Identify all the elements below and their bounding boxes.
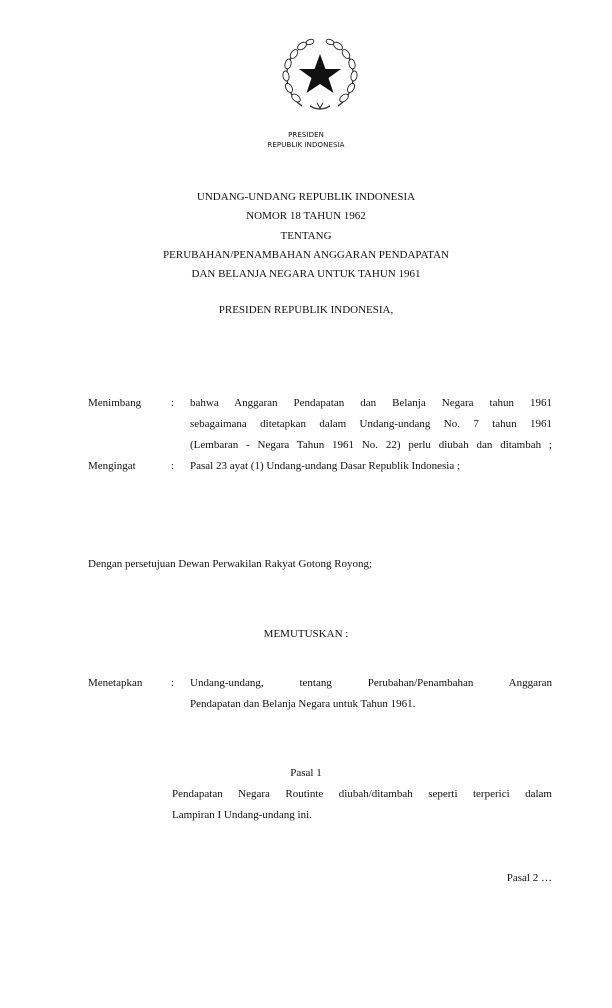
pasal-1-heading: Pasal 1	[290, 767, 322, 779]
menetapkan-line-1: Undang-undang, tentang Perubahan/Penambahan Anggaran	[190, 677, 552, 689]
title-line-4: PERUBAHAN/PENAMBAHAN ANGGARAN PENDAPATAN	[163, 249, 449, 261]
title-line-2: NOMOR 18 TAHUN 1962	[246, 210, 366, 222]
menimbang-colon: :	[171, 397, 175, 409]
next-page-catchword: Pasal 2 …	[506, 872, 552, 884]
menimbang-label: Menimbang	[88, 397, 142, 409]
title-line-1: UNDANG-UNDANG REPUBLIK INDONESIA	[196, 191, 416, 203]
menetapkan-colon: :	[171, 677, 175, 689]
menimbang-line-1: bahwa Anggaran Pendapatan dan Belanja Negara tahun 1961	[190, 397, 552, 409]
mengingat-text: Pasal 23 ayat (1) Undang-undang Dasar Republik Indonesia ;	[190, 460, 461, 472]
menetapkan-label: Menetapkan	[88, 677, 143, 689]
pasal-1-line-2: Lampiran I Undang-undang ini.	[172, 809, 312, 821]
garuda-star-emblem	[280, 36, 360, 116]
pasal-1-line-1: Pendapatan Negara Routinte diubah/ditambah seperti terperici dalam	[172, 788, 552, 800]
mengingat-colon: :	[171, 460, 175, 472]
menetapkan-line-2: Pendapatan dan Belanja Negara untuk Tahun 1961.	[190, 698, 416, 710]
memutuskan-heading: MEMUTUSKAN :	[263, 628, 349, 640]
title-line-5: DAN BELANJA NEGARA UNTUK TAHUN 1961	[191, 268, 421, 280]
seal-caption-president: PRESIDEN	[288, 131, 324, 139]
menimbang-line-3: (Lembaran - Negara Tahun 1961 No. 22) perlu diubah dan ditambah ;	[190, 439, 552, 451]
seal-caption-republic: REPUBLIK INDONESIA	[267, 141, 345, 149]
title-line-3: TENTANG	[280, 230, 332, 242]
mengingat-label: Mengingat	[88, 460, 136, 472]
president-heading: PRESIDEN REPUBLIK INDONESIA,	[218, 304, 394, 316]
persetujuan-text: Dengan persetujuan Dewan Perwakilan Rakyat Gotong Royong;	[88, 558, 373, 570]
menimbang-line-2: sebagaimana ditetapkan dalam Undang-undang No. 7 tahun 1961	[190, 418, 552, 430]
